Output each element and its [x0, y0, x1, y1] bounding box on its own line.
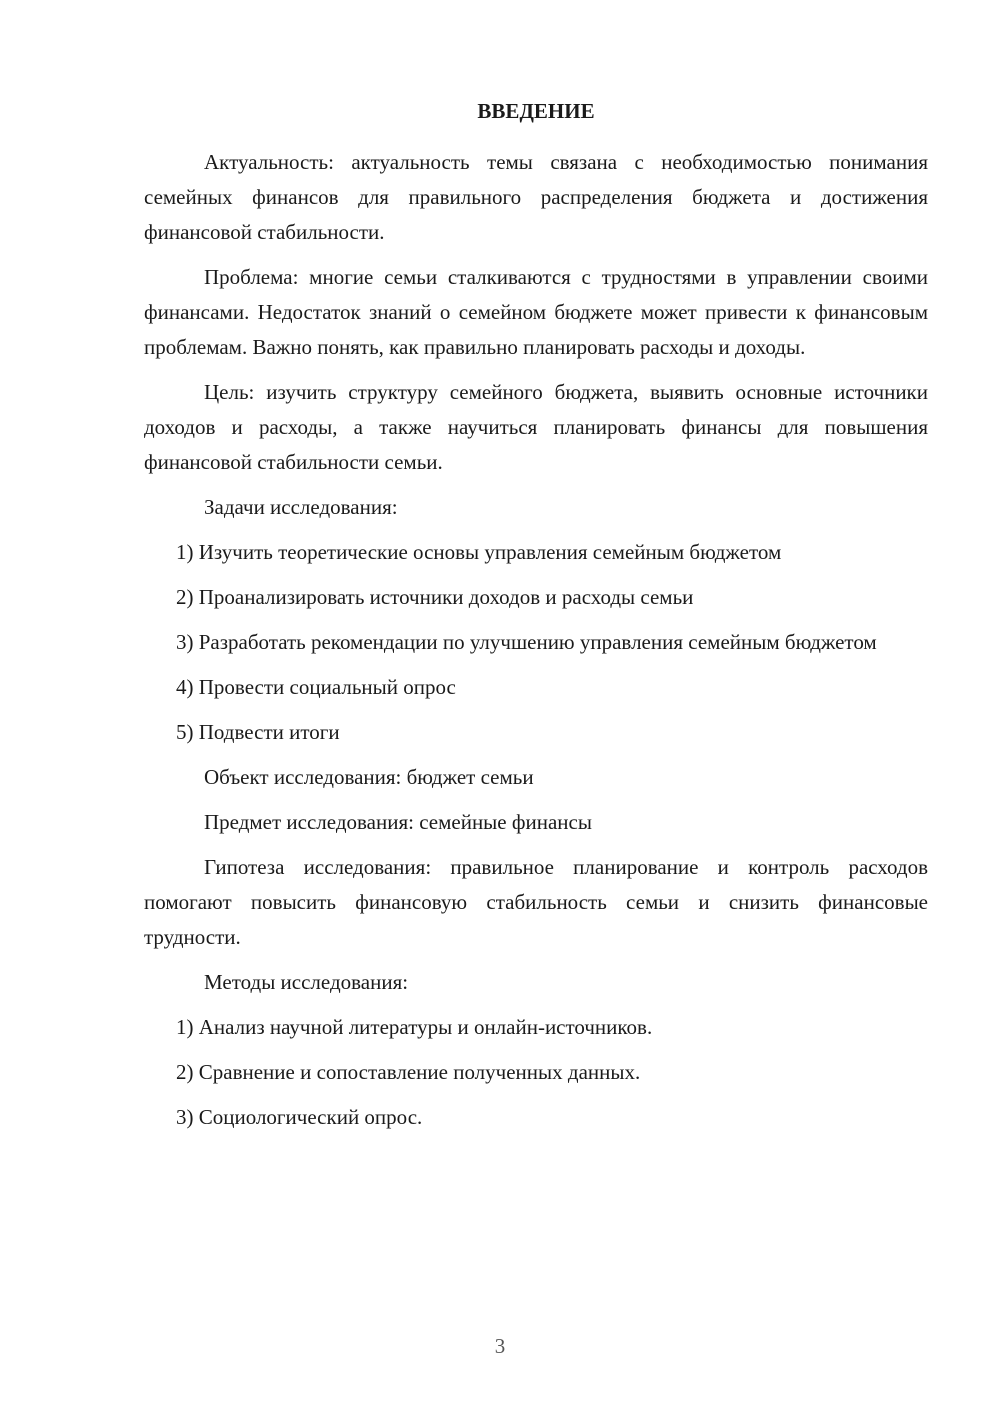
tasks-heading: Задачи исследования:	[204, 495, 398, 519]
hypothesis-paragraph: Гипотеза исследования: правильное планирование и контроль расходов помогают повысить финансовую стабильность семьи и снизить финансовые трудности.	[144, 855, 928, 949]
page-number: 3	[494, 1334, 506, 1358]
task-item: 5) Подвести итоги	[176, 720, 340, 744]
document-page	[144, 95, 928, 1145]
methods-heading: Методы исследования:	[204, 970, 409, 994]
task-item: 4) Провести социальный опрос	[176, 675, 456, 699]
method-item: 2) Сравнение и сопоставление полученных данных.	[176, 1060, 641, 1084]
research-object: Объект исследования: бюджет семьи	[204, 765, 534, 789]
research-subject: Предмет исследования: семейные финансы	[204, 810, 592, 834]
task-item: 1) Изучить теоретические основы управления семейным бюджетом	[176, 540, 782, 564]
goal-paragraph: Цель: изучить структуру семейного бюджета, выявить основные источники доходов и расходы, а также научиться планировать финансы для повышения финансовой стабильности семьи.	[144, 380, 928, 474]
problem-paragraph: Проблема: многие семьи сталкиваются с трудностями в управлении своими финансами. Недостаток знаний о семейном бюджете может привести к финансовым проблемам. Важно понять, как правильно планировать расходы и доходы.	[144, 265, 928, 359]
method-item: 3) Социологический опрос.	[176, 1105, 423, 1129]
relevance-paragraph: Актуальность: актуальность темы связана с необходимостью понимания семейных финансов для правильного распределения бюджета и достижения финансовой стабильности.	[144, 150, 928, 244]
section-title: ВВЕДЕНИЕ	[477, 99, 595, 123]
task-item: 2) Проанализировать источники доходов и расходы семьи	[176, 585, 694, 609]
method-item: 1) Анализ научной литературы и онлайн-источников.	[176, 1015, 653, 1039]
task-item: 3) Разработать рекомендации по улучшению управления семейным бюджетом	[176, 630, 877, 654]
